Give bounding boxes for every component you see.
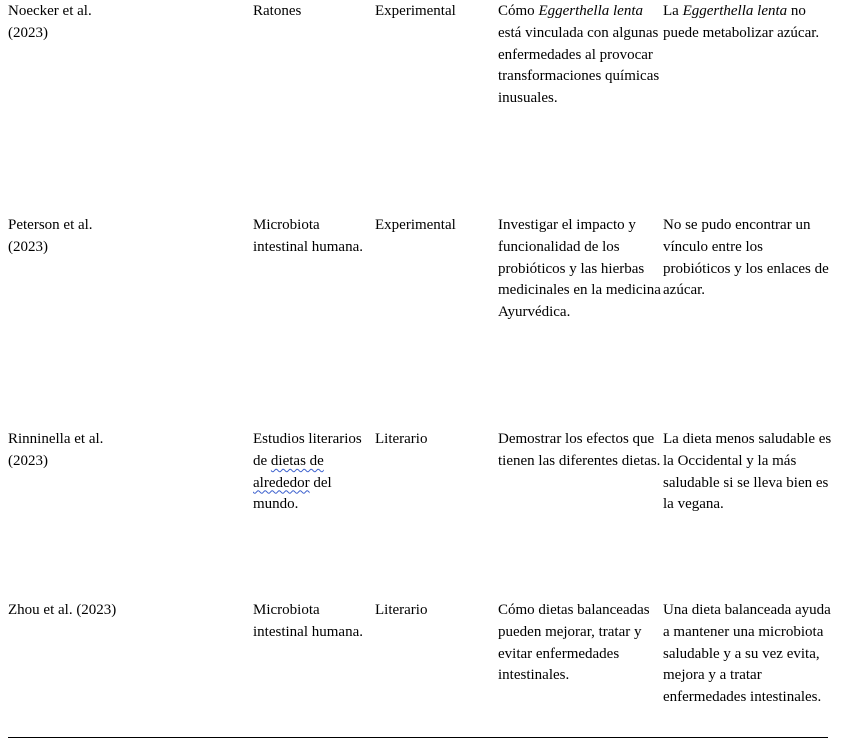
subject-line: Estudios literarios xyxy=(253,431,362,447)
author-line: Rinninella et al. xyxy=(8,431,104,447)
subject-line xyxy=(253,473,375,495)
objective-text: está vinculada con algunas enfermedades al provocar transformaciones químicas inusuales. xyxy=(498,24,660,107)
author-cell xyxy=(8,600,248,622)
subject-cell xyxy=(253,215,375,259)
author-line: Noecker et al. xyxy=(8,3,92,19)
objective-cell xyxy=(498,429,664,473)
table-bottom-border xyxy=(8,737,828,738)
author-line: (2023) xyxy=(8,452,48,469)
subject-line: intestinal humana. xyxy=(253,623,363,640)
objective-cell xyxy=(498,1,664,110)
objective-text: Investigar el impacto y funcionalidad de los probióticos y las hierbas medicinales en la medicina Ayurvédica. xyxy=(498,217,661,321)
objective-text: Demostrar los efectos que tienen las diferentes dietas. xyxy=(498,431,661,469)
result-cell xyxy=(663,600,833,709)
subject-line: Microbiota xyxy=(253,602,320,618)
result-text: no puede metabolizar azúcar. xyxy=(663,3,820,41)
author-line: Peterson et al. xyxy=(8,217,93,233)
author-line: Zhou et al. (2023) xyxy=(8,602,117,618)
objective-text: Cómo xyxy=(498,3,539,19)
result-cell xyxy=(663,1,833,45)
subject-cell xyxy=(253,600,375,644)
spellcheck-underline: alrededor xyxy=(253,474,310,491)
objective-cell xyxy=(498,215,664,324)
study-type-cell xyxy=(375,429,493,451)
species-name: Eggerthella lenta xyxy=(682,3,788,19)
study-type-cell xyxy=(375,600,493,622)
study-type: Literario xyxy=(375,431,428,447)
study-type-cell xyxy=(375,215,493,237)
subject-line: mundo. xyxy=(253,496,299,513)
species-name: Eggerthella lenta xyxy=(538,3,643,19)
study-type: Experimental xyxy=(375,217,456,233)
objective-text: Cómo dietas balanceadas pueden mejorar, tratar y evitar enfermedades intestinales. xyxy=(498,602,650,684)
author-cell xyxy=(8,1,248,45)
result-text: La xyxy=(663,3,683,19)
study-type: Experimental xyxy=(375,3,456,19)
study-type: Literario xyxy=(375,602,428,618)
author-cell xyxy=(8,215,248,259)
author-line: (2023) xyxy=(8,238,48,255)
result-text: La dieta menos saludable es la Occidental y la más saludable si se lleva bien es la vegana. xyxy=(663,431,832,513)
spellcheck-underline: dietas de xyxy=(270,452,324,469)
subject-line xyxy=(253,451,375,473)
result-cell xyxy=(663,429,833,516)
author-cell xyxy=(8,429,248,473)
subject-line: Microbiota xyxy=(253,217,320,233)
subject-line: intestinal humana. xyxy=(253,238,363,255)
subject-word: del xyxy=(313,474,332,491)
study-type-cell xyxy=(375,1,493,23)
result-text: No se pudo encontrar un vínculo entre los probióticos y los enlaces de azúcar. xyxy=(663,217,829,299)
objective-cell xyxy=(498,600,664,687)
subject-line: Ratones xyxy=(253,3,302,19)
author-line: (2023) xyxy=(8,24,48,41)
result-cell xyxy=(663,215,833,302)
subject-cell xyxy=(253,1,375,23)
result-text: Una dieta balanceada ayuda a mantener una microbiota saludable y a su vez evita, mejora y a tratar enfermedades intestinales. xyxy=(663,602,831,706)
subject-cell xyxy=(253,429,375,516)
subject-word: de xyxy=(253,452,268,469)
